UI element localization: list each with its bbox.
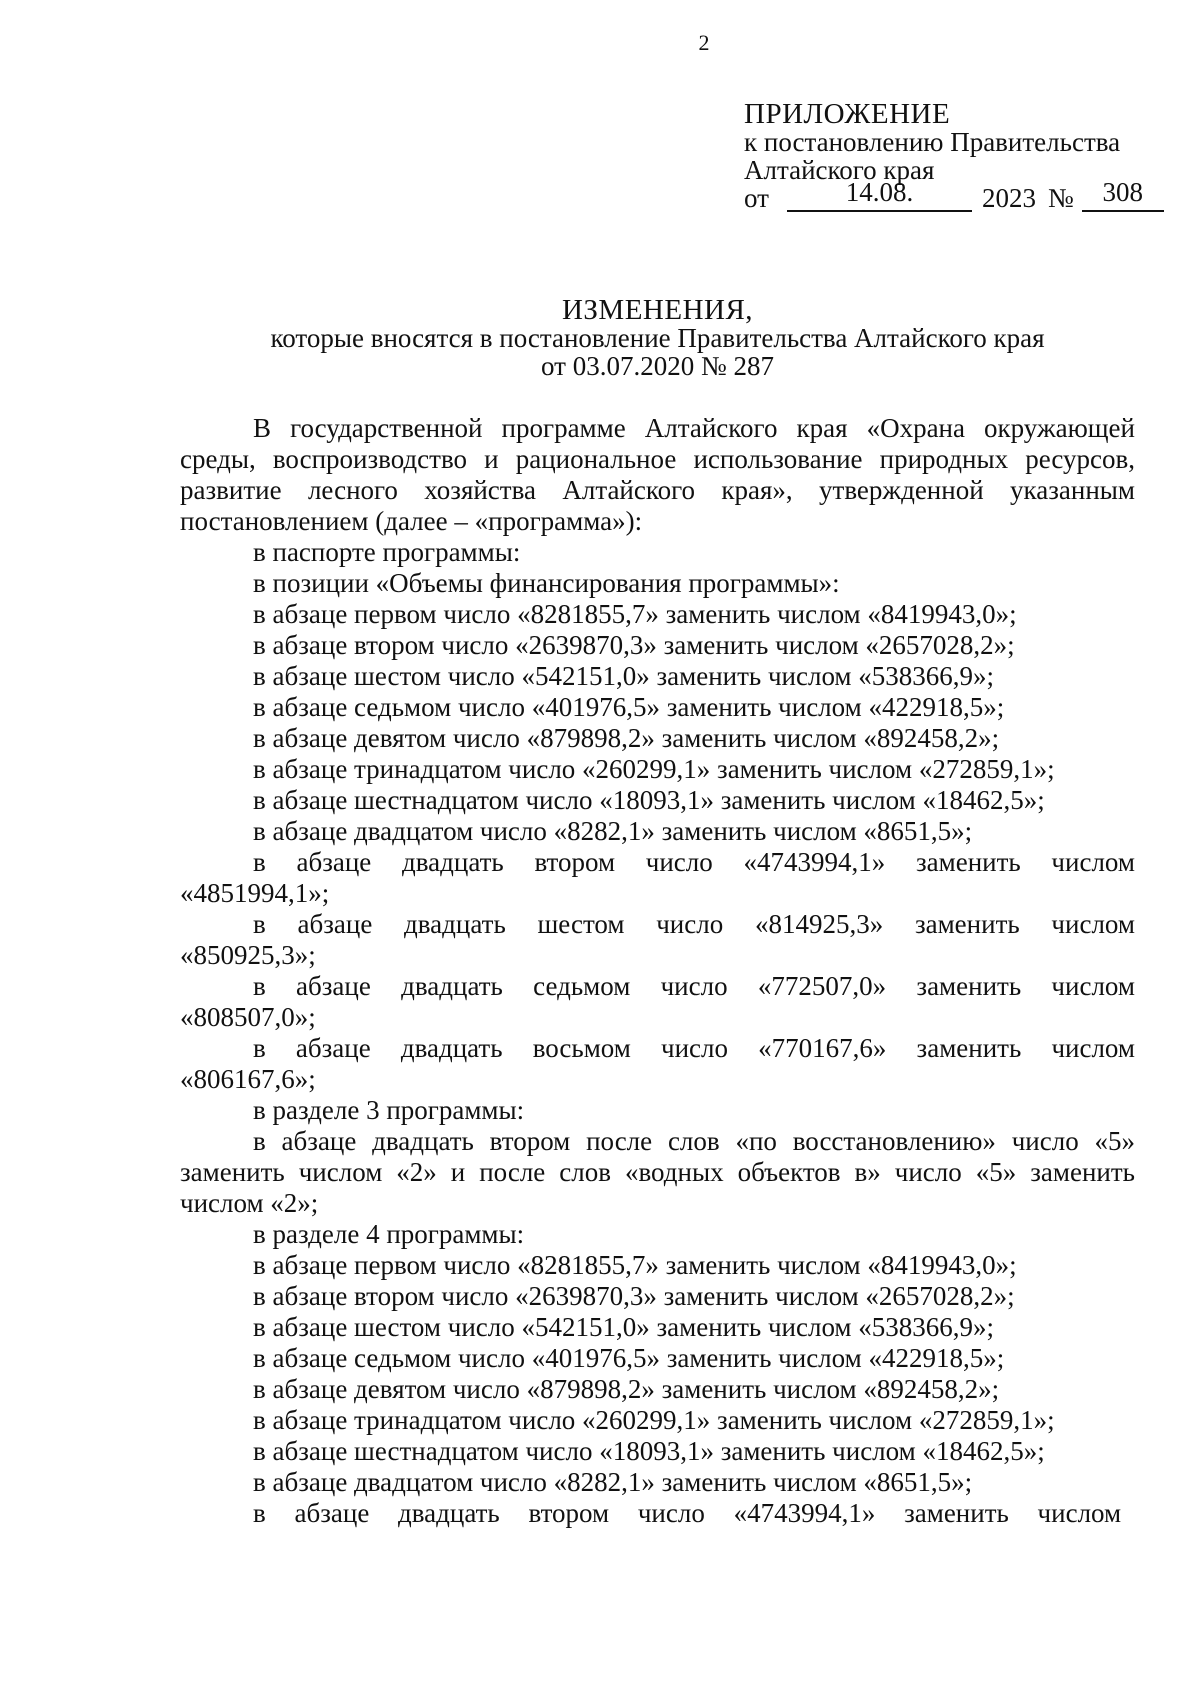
appendix-date-line — [744, 177, 1164, 213]
intro-paragraph: В государственной программе Алтайского края «Охрана окружающей среды, воспроизводство и рациональное использование природных ресурсов, развитие лесного хозяйства Алтайского края», утвержденной указанным постановлением (далее – «программа»): — [180, 413, 1135, 536]
number-sign: № — [1047, 183, 1074, 213]
list-item: в абзаце двадцать втором после слов «по восстановлению» число «5» заменить числом «2» и после слов «водных объектов в» число «5» заменить числом «2»; — [180, 1126, 1135, 1218]
list-item: в абзаце двадцать втором число «4743994,1» заменить числом — [253, 1498, 1122, 1528]
list-item: в абзаце шестнадцатом число «18093,1» заменить числом «18462,5»; — [253, 1436, 1045, 1466]
number-field — [1082, 177, 1164, 212]
list-item: в абзаце двадцатом число «8282,1» заменить числом «8651,5»; — [253, 816, 973, 846]
heading-line-2: от 03.07.2020 № 287 — [541, 351, 774, 381]
list-item: в абзаце первом число «8281855,7» заменить числом «8419943,0»; — [253, 1250, 1017, 1280]
changes-list — [180, 537, 1135, 1529]
list-item: в абзаце седьмом число «401976,5» заменить числом «422918,5»; — [253, 692, 1005, 722]
number-value: 308 — [1102, 177, 1143, 207]
from-label: от — [744, 183, 769, 213]
appendix-block — [744, 100, 1164, 212]
appendix-line-1: к постановлению Правительства — [744, 127, 1121, 157]
list-item: в абзаце двадцать восьмом число «770167,6» заменить числом «806167,6»; — [180, 1033, 1135, 1094]
list-item: в абзаце тринадцатом число «260299,1» заменить числом «272859,1»; — [253, 754, 1055, 784]
list-item: в разделе 4 программы: — [253, 1219, 525, 1249]
list-item: в абзаце девятом число «879898,2» заменить числом «892458,2»; — [253, 723, 1000, 753]
list-item: в абзаце двадцать втором число «4743994,1» заменить числом «4851994,1»; — [180, 847, 1135, 908]
list-item: в абзаце шестом число «542151,0» заменить числом «538366,9»; — [253, 661, 995, 691]
appendix-line-2: Алтайского края — [744, 155, 935, 185]
list-item: в абзаце втором число «2639870,3» заменить числом «2657028,2»; — [253, 630, 1015, 660]
date-value: 14.08. — [845, 177, 914, 207]
heading-title: ИЗМЕНЕНИЯ, — [561, 294, 754, 326]
list-item: в абзаце первом число «8281855,7» заменить числом «8419943,0»; — [253, 599, 1017, 629]
list-item: в абзаце двадцатом число «8282,1» заменить числом «8651,5»; — [253, 1467, 973, 1497]
heading-line-1: которые вносятся в постановление Правительства Алтайского края — [270, 323, 1045, 353]
document-body — [180, 413, 1135, 1529]
document-heading — [180, 296, 1135, 380]
list-item: в абзаце шестнадцатом число «18093,1» заменить числом «18462,5»; — [253, 785, 1045, 815]
page-number: 2 — [698, 30, 710, 55]
list-item: в абзаце двадцать седьмом число «772507,0» заменить числом «808507,0»; — [180, 971, 1135, 1032]
list-item: в абзаце тринадцатом число «260299,1» заменить числом «272859,1»; — [253, 1405, 1055, 1435]
list-item: в абзаце двадцать шестом число «814925,3» заменить числом «850925,3»; — [180, 909, 1135, 970]
list-item: в паспорте программы: — [253, 537, 521, 567]
list-item: в абзаце седьмом число «401976,5» заменить числом «422918,5»; — [253, 1343, 1005, 1373]
list-item: в абзаце втором число «2639870,3» заменить числом «2657028,2»; — [253, 1281, 1015, 1311]
list-item: в абзаце шестом число «542151,0» заменить числом «538366,9»; — [253, 1312, 995, 1342]
year-label: 2023 — [981, 183, 1036, 213]
list-item: в разделе 3 программы: — [253, 1095, 525, 1125]
date-field — [787, 177, 972, 212]
list-item: в абзаце девятом число «879898,2» заменить числом «892458,2»; — [253, 1374, 1000, 1404]
list-item: в позиции «Объемы финансирования программы»: — [253, 568, 840, 598]
appendix-title: ПРИЛОЖЕНИЕ — [744, 98, 951, 130]
